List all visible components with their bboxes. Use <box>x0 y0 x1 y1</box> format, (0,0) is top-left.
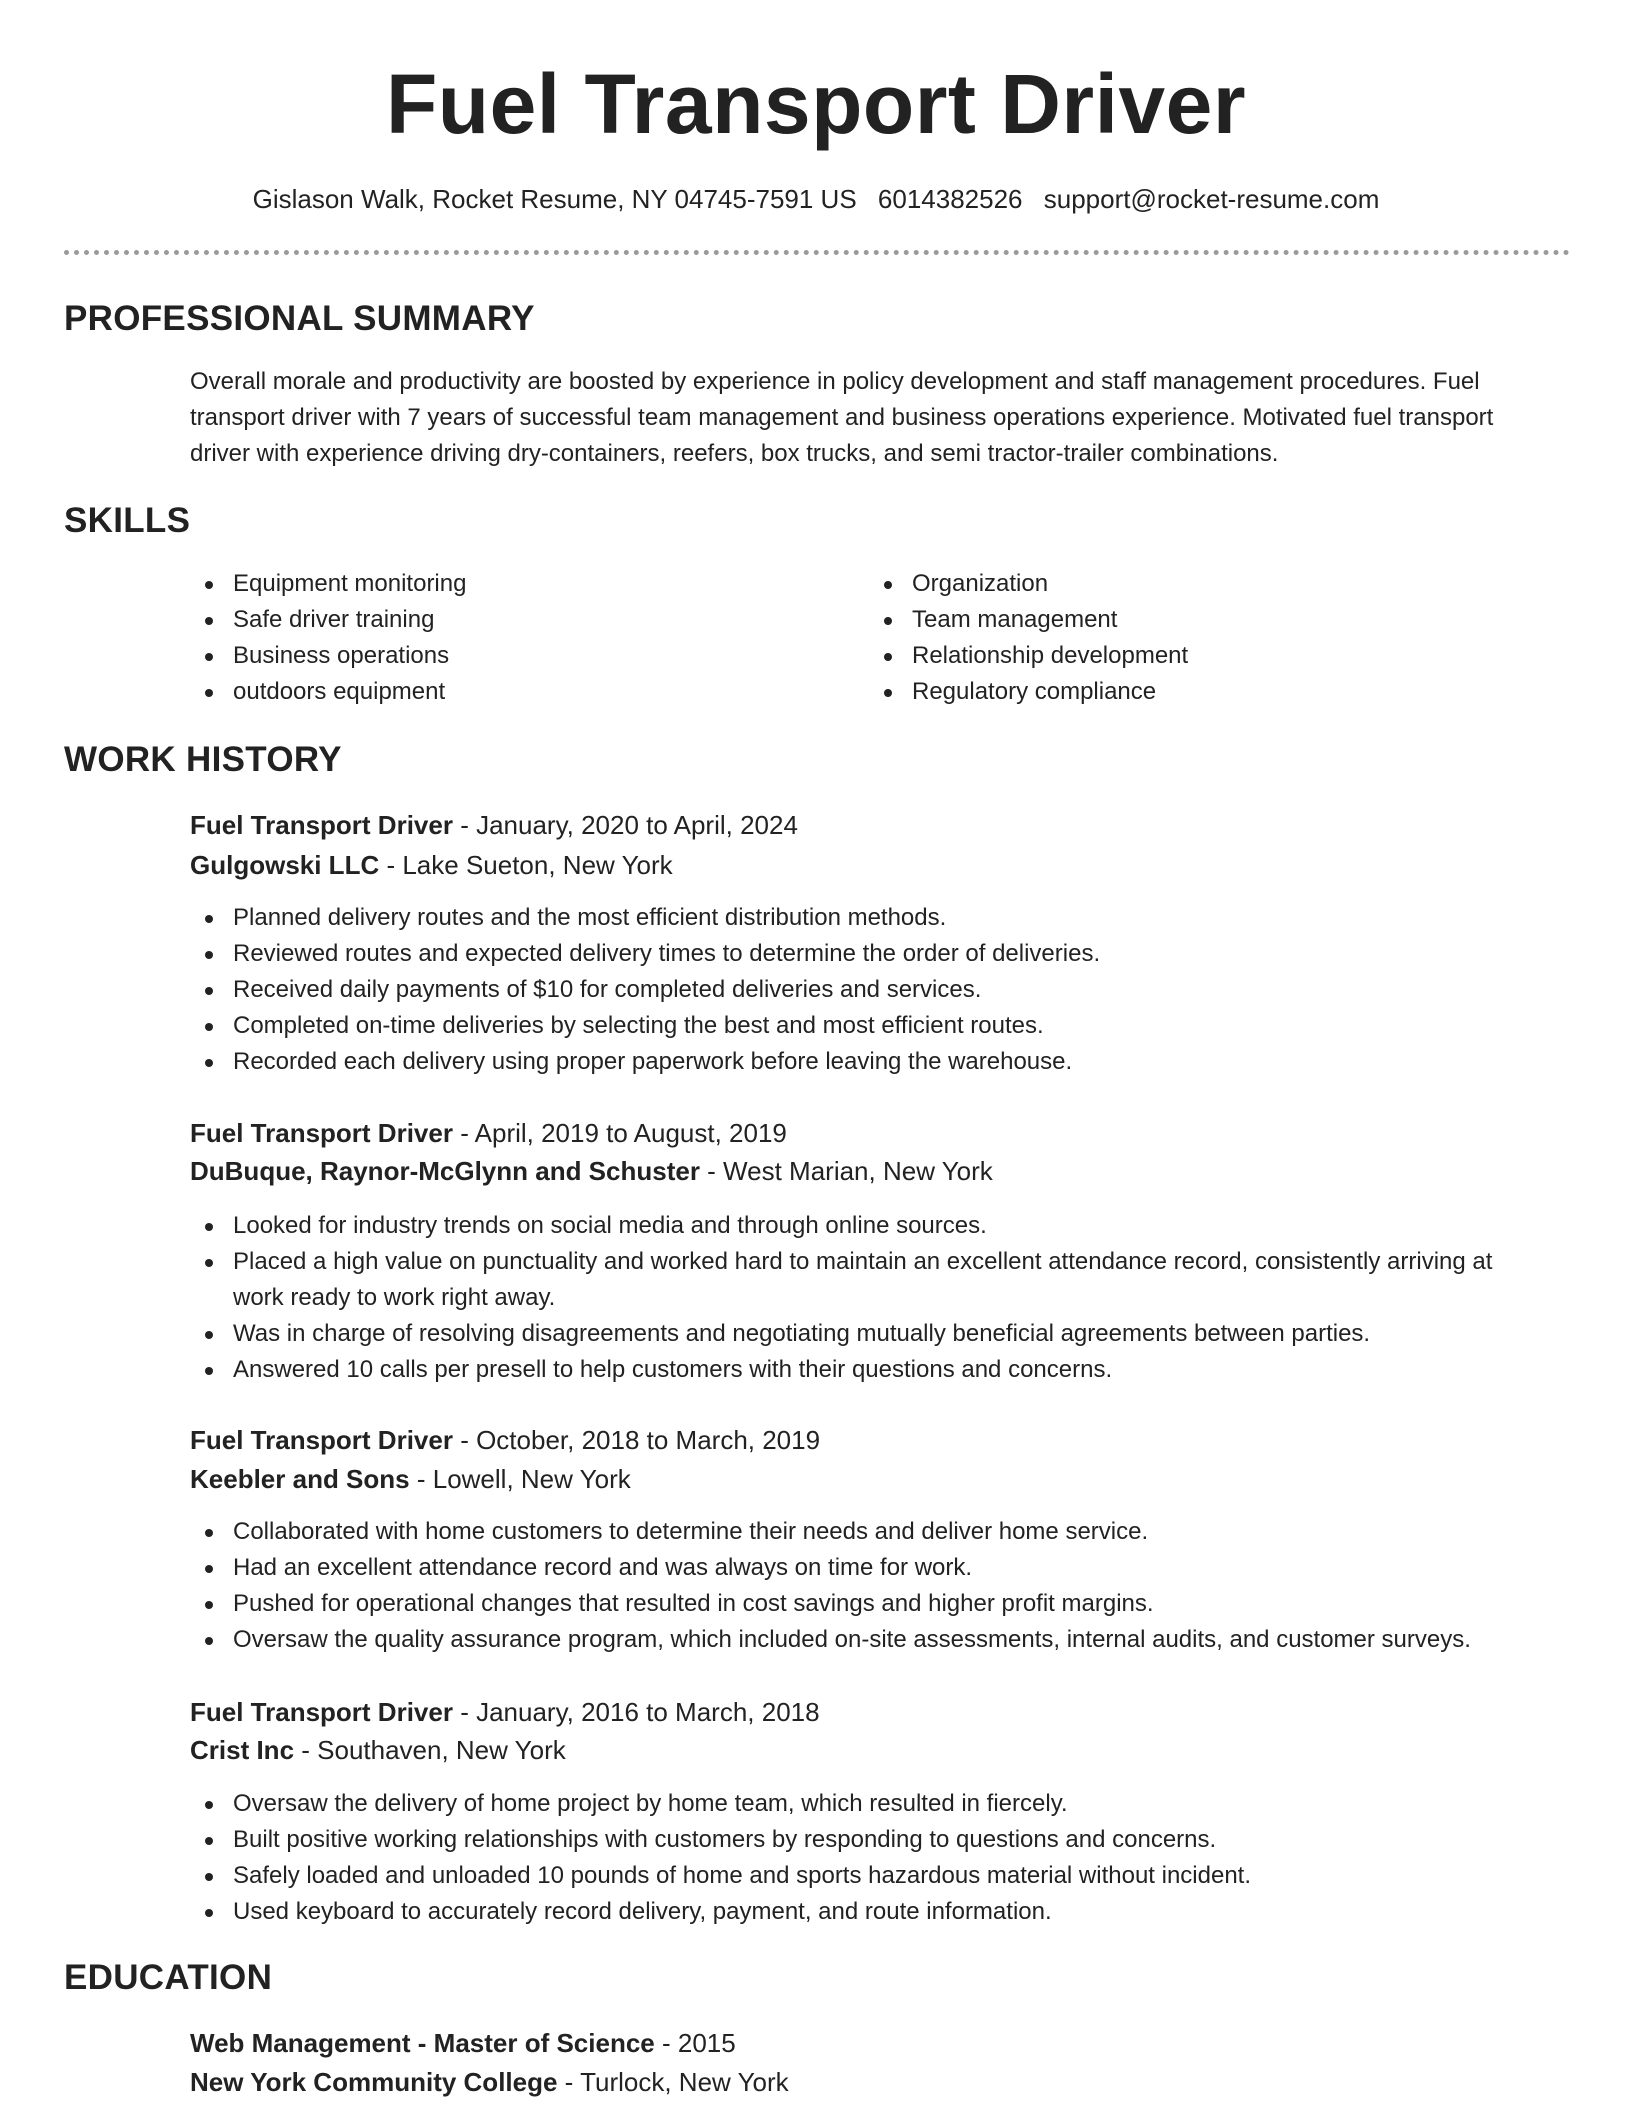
job-company-line <box>190 846 1570 884</box>
job-company: Keebler and Sons <box>190 1464 410 1494</box>
skills-list-right <box>869 566 1509 710</box>
job-company: Crist Inc <box>190 1735 295 1765</box>
contact-email: support@rocket-resume.com <box>1043 184 1380 214</box>
job-bullets <box>190 1786 1570 1930</box>
skill-item: Equipment monitoring <box>190 566 830 602</box>
contact-address: Gislason Walk, Rocket Resume, NY 04745-7591 US <box>252 184 857 214</box>
job-role: Fuel Transport Driver <box>190 1118 453 1148</box>
resume-title: Fuel Transport Driver <box>385 57 1247 151</box>
job-bullet: Safely loaded and unloaded 10 pounds of home and sports hazardous material without incident. <box>190 1858 1570 1894</box>
job-bullets <box>190 1514 1570 1658</box>
job-company-line <box>190 1460 1570 1498</box>
job-role-line <box>190 1114 1570 1152</box>
job-bullet: Collaborated with home customers to determine their needs and deliver home service. <box>190 1514 1570 1550</box>
job-dates: - January, 2020 to April, 2024 <box>452 810 798 840</box>
job-bullet-line: Placed a high value on punctuality and worked hard to maintain an excellent attendance record, consistently arriving at <box>233 1248 1493 1275</box>
header-divider <box>64 250 1570 255</box>
summary-text <box>190 364 1570 472</box>
job-dates: - April, 2019 to August, 2019 <box>452 1118 787 1148</box>
education-degree-line <box>190 2024 1570 2062</box>
job-dates: - October, 2018 to March, 2019 <box>452 1425 821 1455</box>
job-location: - Lowell, New York <box>409 1464 631 1494</box>
job-role-line <box>190 1693 1570 1731</box>
summary-line: driver with experience driving dry-containers, reefers, box trucks, and semi tractor-trailer combinations. <box>190 440 1279 467</box>
job-bullet: Received daily payments of $10 for completed deliveries and services. <box>190 972 1570 1008</box>
skills-heading: SKILLS <box>64 501 191 540</box>
education-heading: EDUCATION <box>64 1958 273 1997</box>
job-bullet: Oversaw the delivery of home project by home team, which resulted in fiercely. <box>190 1786 1570 1822</box>
job-role: Fuel Transport Driver <box>190 810 453 840</box>
job-location: - Southaven, New York <box>294 1735 566 1765</box>
job-company: Gulgowski LLC <box>190 850 380 880</box>
job-bullet: Used keyboard to accurately record delivery, payment, and route information. <box>190 1894 1570 1930</box>
summary-heading: PROFESSIONAL SUMMARY <box>64 299 535 338</box>
education-degree: Web Management - Master of Science <box>190 2028 655 2058</box>
contact-line <box>0 181 1632 217</box>
job-bullet: Recorded each delivery using proper paperwork before leaving the warehouse. <box>190 1044 1570 1080</box>
summary-line: Overall morale and productivity are boosted by experience in policy development and staff management procedures. Fuel <box>190 368 1480 395</box>
summary-line: transport driver with 7 years of successful team management and business operations experience. Motivated fuel transport <box>190 404 1494 431</box>
skill-item: Organization <box>869 566 1509 602</box>
skill-item: Team management <box>869 602 1509 638</box>
job-location: - Lake Sueton, New York <box>379 850 673 880</box>
job-bullet: Had an excellent attendance record and was always on time for work. <box>190 1550 1570 1586</box>
job-dates: - January, 2016 to March, 2018 <box>452 1697 820 1727</box>
job-role: Fuel Transport Driver <box>190 1697 453 1727</box>
job-bullet: Planned delivery routes and the most efficient distribution methods. <box>190 900 1570 936</box>
job-bullet: Built positive working relationships with customers by responding to questions and concerns. <box>190 1822 1570 1858</box>
skill-item: Business operations <box>190 638 830 674</box>
skills-list-left <box>190 566 830 710</box>
job-location: - West Marian, New York <box>699 1156 993 1186</box>
job-bullet: Was in charge of resolving disagreements and negotiating mutually beneficial agreements between parties. <box>190 1316 1570 1352</box>
job-role-line <box>190 1421 1570 1459</box>
job-role: Fuel Transport Driver <box>190 1425 453 1455</box>
job-bullet: Pushed for operational changes that resulted in cost savings and higher profit margins. <box>190 1586 1570 1622</box>
job-bullets <box>190 1208 1570 1388</box>
job-company-line <box>190 1152 1570 1190</box>
skill-item: outdoors equipment <box>190 674 830 710</box>
skill-item: Relationship development <box>869 638 1509 674</box>
job-bullet: Answered 10 calls per presell to help customers with their questions and concerns. <box>190 1352 1570 1388</box>
education-location: - Turlock, New York <box>557 2067 789 2097</box>
work-heading: WORK HISTORY <box>64 740 342 779</box>
job-bullet-line: work ready to work right away. <box>233 1284 556 1311</box>
job-bullet: Completed on-time deliveries by selecting the best and most efficient routes. <box>190 1008 1570 1044</box>
job-bullet: Looked for industry trends on social media and through online sources. <box>190 1208 1570 1244</box>
job-role-line <box>190 806 1570 844</box>
education-school-line <box>190 2063 1570 2101</box>
skill-item: Safe driver training <box>190 602 830 638</box>
contact-phone: 6014382526 <box>877 184 1023 214</box>
education-school: New York Community College <box>190 2067 558 2097</box>
job-company: DuBuque, Raynor-McGlynn and Schuster <box>190 1156 700 1186</box>
skill-item: Regulatory compliance <box>869 674 1509 710</box>
job-bullet <box>190 1244 1570 1316</box>
job-company-line <box>190 1731 1570 1769</box>
job-bullet: Reviewed routes and expected delivery times to determine the order of deliveries. <box>190 936 1570 972</box>
education-year: - 2015 <box>654 2028 736 2058</box>
job-bullets <box>190 900 1570 1080</box>
job-bullet: Oversaw the quality assurance program, which included on-site assessments, internal audits, and customer surveys. <box>190 1622 1570 1658</box>
